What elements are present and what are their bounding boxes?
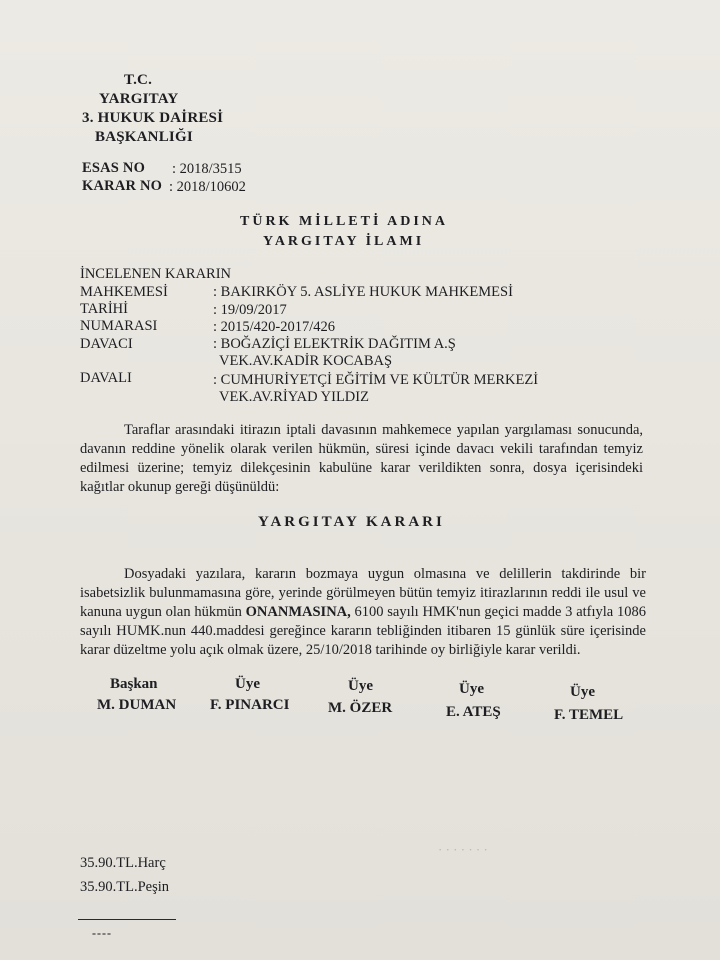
signatory-name: E. ATEŞ [446,704,501,720]
fee-harc: 35.90.TL.Harç [80,855,166,871]
field-label: DAVACI [80,336,133,352]
field-value: : BAKIRKÖY 5. ASLİYE HUKUK MAHKEMESİ [213,284,513,300]
paragraph-decision [80,565,646,660]
karar-label: KARAR NO [82,178,163,194]
footer-mark: ---- [92,926,112,940]
signatory-role: Başkan [110,676,158,692]
header-yargitay: YARGITAY [99,91,179,107]
decision-text: Dosyadaki yazılara, kararın bozmaya uygun olmasına ve delillerin takdirinde bir isabetsizlik bulunmamasına göre, yerinde görülmeyen bütün temyiz itirazlarının reddi ile usul ve kanuna uygun olan hükmün [80,566,646,620]
field-label: MAHKEMESİ [80,284,168,300]
signatory-name: F. TEMEL [554,707,624,723]
footer-rule [78,919,176,920]
title-millet: TÜRK MİLLETİ ADINA [240,214,449,229]
fee-pesin: 35.90.TL.Peşin [80,879,170,895]
field-label: TARİHİ [80,301,128,317]
karar-title: YARGITAY KARARI [258,514,445,530]
bleed-through-mark: · · · · · · · [438,842,488,857]
signatory-name: M. ÖZER [328,700,393,716]
signatory-role: Üye [459,681,484,697]
incelenen-heading: İNCELENEN KARARIN [80,266,232,282]
field-value: VEK.AV.RİYAD YILDIZ [219,389,369,405]
field-value: : 19/09/2017 [213,302,287,318]
esas-value: : 2018/3515 [172,161,242,177]
signatory-role: Üye [348,678,373,694]
field-label: NUMARASI [80,318,158,334]
signatory-name: M. DUMAN [97,697,177,713]
header-tc: T.C. [124,72,153,88]
field-value: : BOĞAZİÇİ ELEKTRİK DAĞITIM A.Ş [213,336,456,352]
field-value: : CUMHURİYETÇİ EĞİTİM VE KÜLTÜR MERKEZİ [213,372,539,388]
header-daire: 3. HUKUK DAİRESİ [82,110,224,126]
decision-onanmasina: ONANMASINA, [245,604,351,620]
decision-text-end: 6100 sayılı HMK'nun geçici madde 3 atfıyla 1086 sayılı HUMK.nun 440.maddesi gereğince kararın tebliğinden itibaren 15 günlük süre içerisinde karar düzeltme yolu açık olmak üzere, 25/10/2018 tarihinde oy birliğiyle karar verildi. [80,604,646,658]
title-ilam: YARGITAY İLAMI [263,234,425,249]
field-value: : 2015/420-2017/426 [213,319,336,335]
signatory-role: Üye [570,684,595,700]
field-value: VEK.AV.KADİR KOCABAŞ [219,353,393,369]
header-baskanlik: BAŞKANLIĞI [95,129,193,145]
signatory-name: F. PINARCI [210,697,290,713]
esas-label: ESAS NO [82,160,146,176]
field-label: DAVALI [80,370,132,386]
signatory-role: Üye [235,676,260,692]
karar-value: : 2018/10602 [169,179,246,195]
paragraph-intro: Taraflar arasındaki itirazın iptali davasının mahkemece yapılan yargılaması sonucunda, davanın reddine yönelik olarak verilen hükmün, süresi içinde davacı vekili tarafından temyiz edilmesi üzerine; temyiz dilekçesinin kabulüne karar verildikten sonra, dosya içerisindeki kağıtlar okunup gereği düşünüldü: [80,422,643,495]
